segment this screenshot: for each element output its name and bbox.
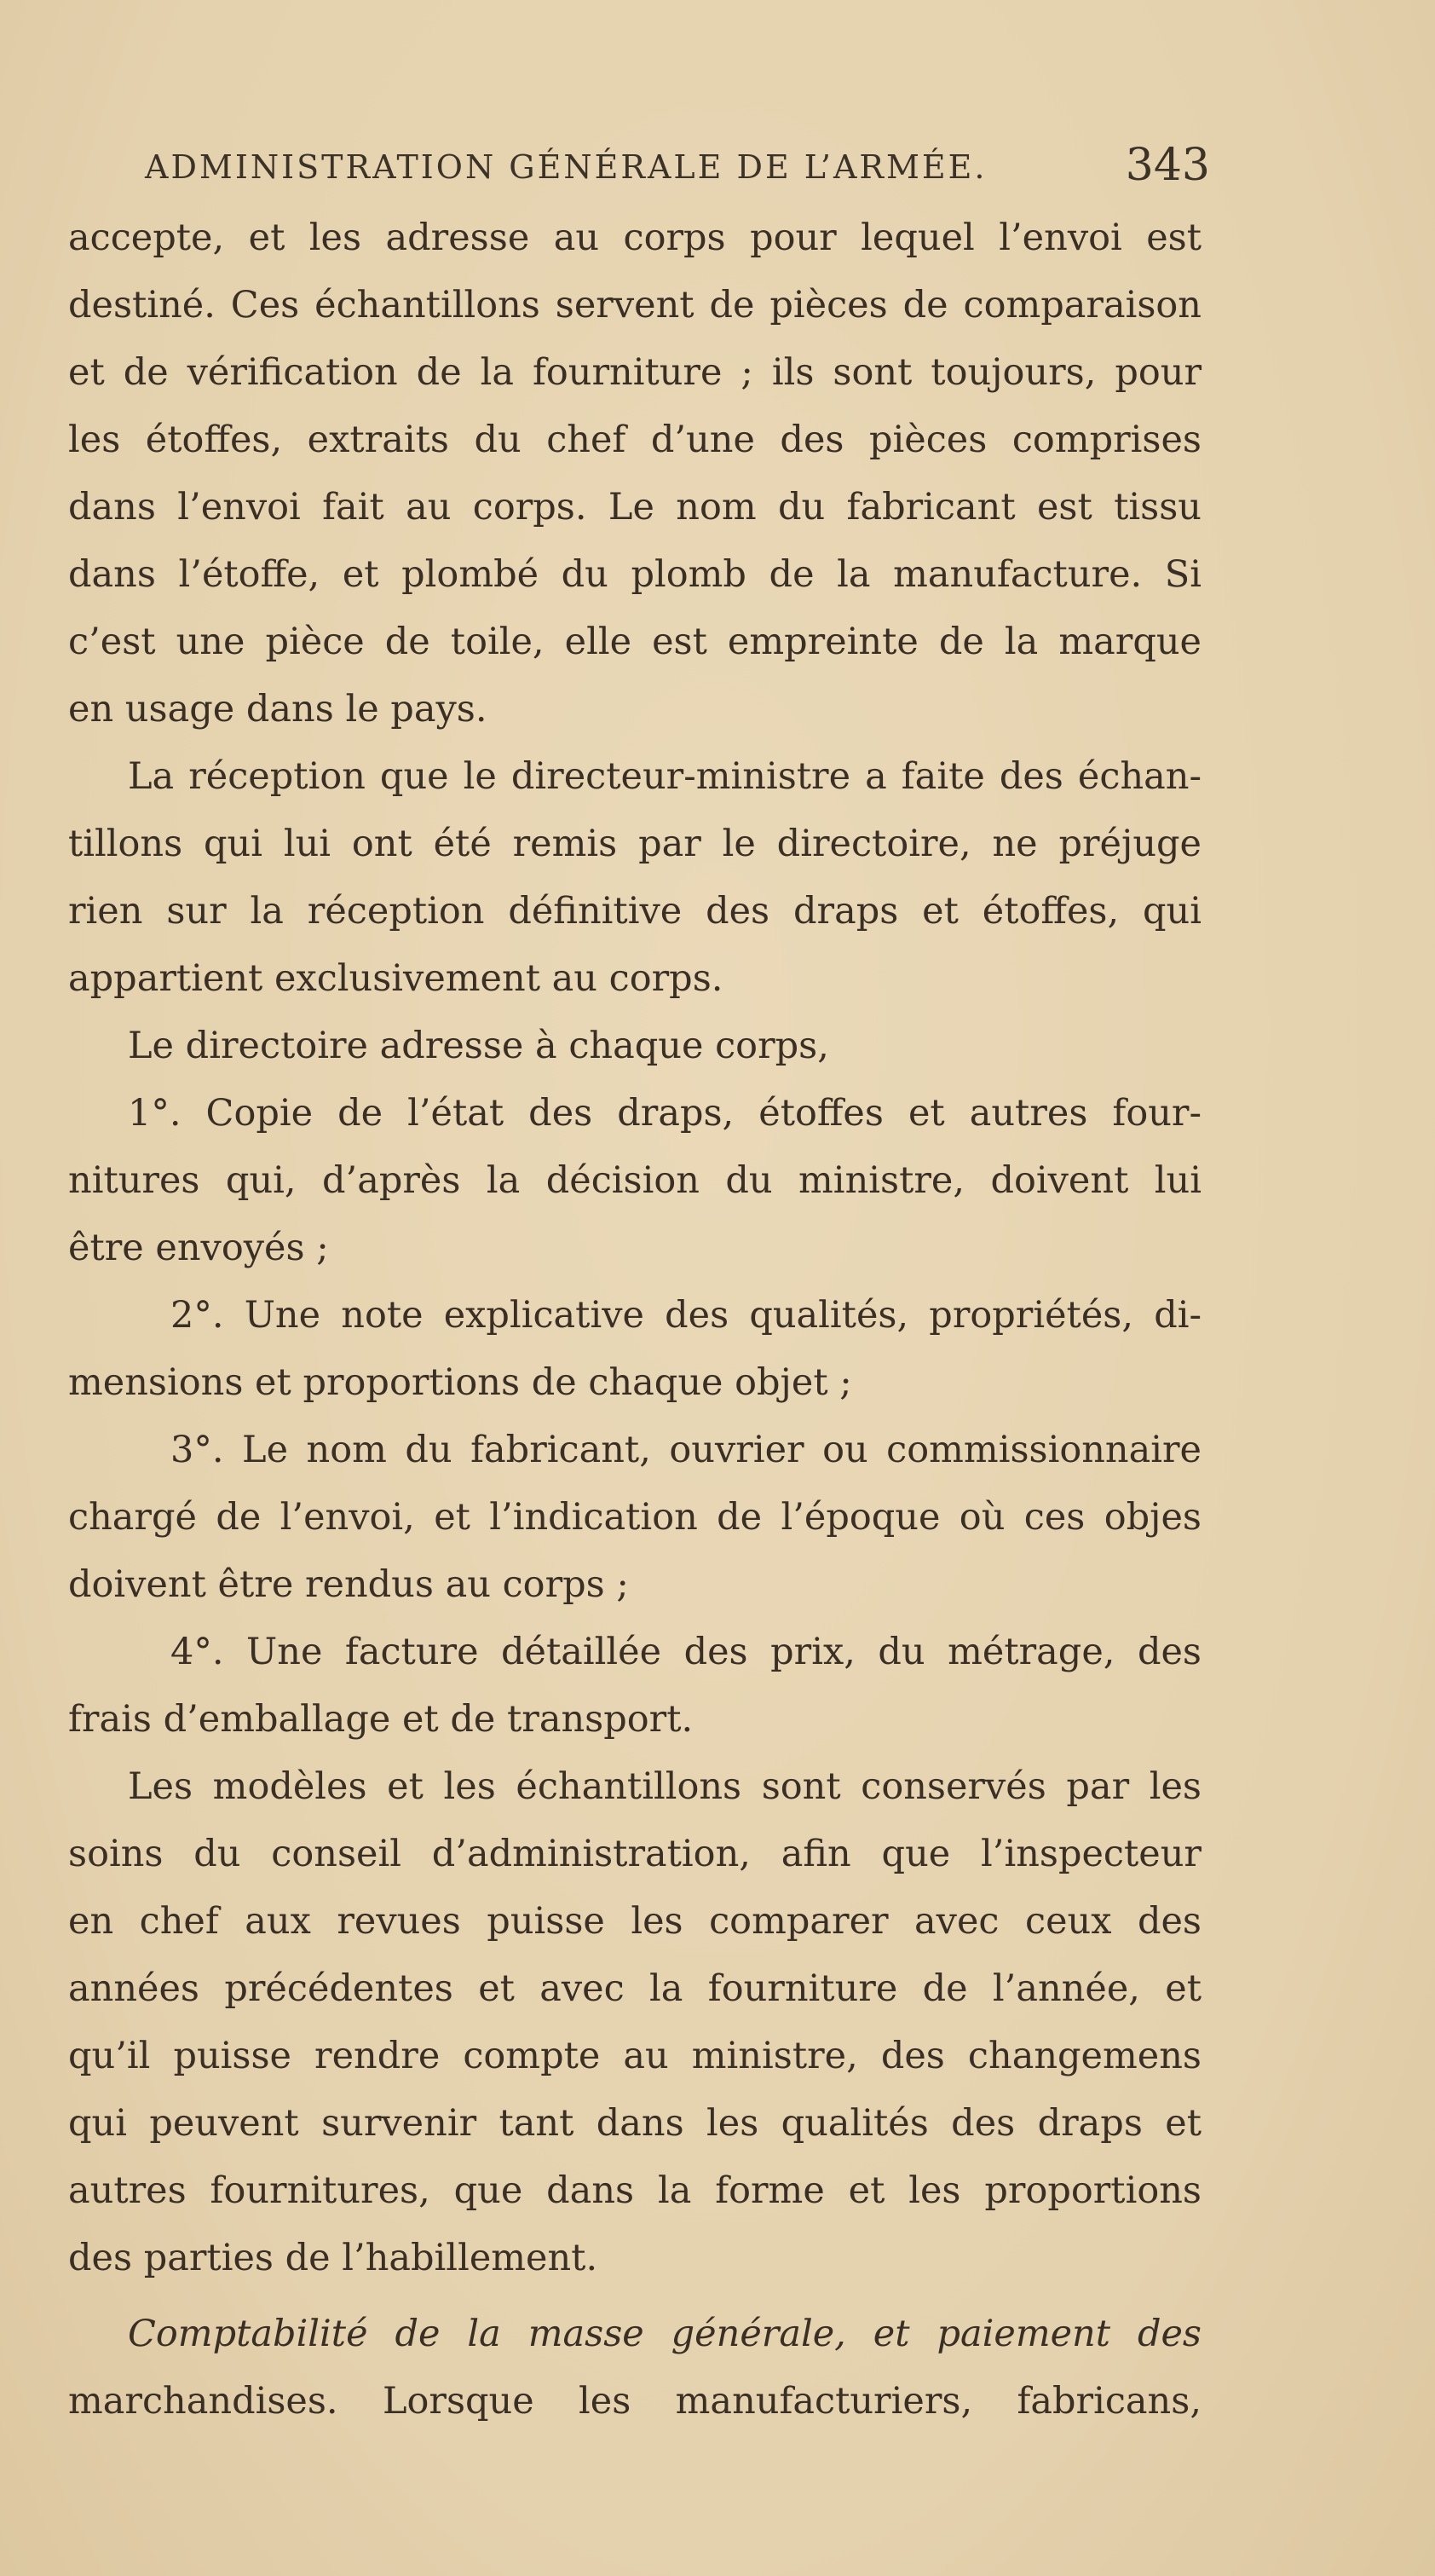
page-header — [145, 126, 1210, 203]
text-line: frais d’emballage et de transport. — [68, 1698, 694, 1741]
text-line: 1°. Copie de l’état des draps, étoffes et autres four- — [128, 1092, 1202, 1135]
body-text — [68, 205, 1202, 2435]
text-line: les étoffes, extraits du chef d’une des pièces comprises — [68, 419, 1202, 461]
text-line: des parties de l’habillement. — [68, 2237, 598, 2279]
text-line: dans l’étoffe, et plombé du plomb de la manufacture. Si — [68, 553, 1202, 596]
running-head: ADMINISTRATION GÉNÉRALE DE L’ARMÉE. — [145, 148, 988, 186]
text-line: mensions et proportions de chaque objet ; — [68, 1361, 852, 1404]
text-line: années précédentes et avec la fourniture de l’année, et — [68, 1967, 1202, 2010]
text-line: dans l’envoi fait au corps. Le nom du fabricant est tissu — [68, 486, 1202, 528]
text-line: et de vérification de la fourniture ; ils sont toujours, pour — [68, 351, 1202, 394]
text-line: soins du conseil d’administration, afin que l’inspecteur — [68, 1833, 1202, 1875]
text-line: La réception que le directeur-ministre a faite des échan- — [128, 755, 1202, 798]
text-line: Le directoire adresse à chaque corps, — [128, 1025, 829, 1067]
text-line: doivent être rendus au corps ; — [68, 1563, 629, 1606]
text-line: Comptabilité de la masse générale, et paiement des — [128, 2313, 1202, 2355]
text-line: accepte, et les adresse au corps pour lequel l’envoi est — [68, 217, 1202, 259]
text-line: qui peuvent survenir tant dans les qualités des draps et — [68, 2102, 1202, 2145]
text-line: Les modèles et les échantillons sont conservés par les — [128, 1765, 1202, 1808]
text-line: tillons qui lui ont été remis par le directoire, ne préjuge — [68, 823, 1202, 865]
text-line: être envoyés ; — [68, 1227, 329, 1269]
text-line: chargé de l’envoi, et l’indication de l’époque où ces objes — [68, 1496, 1202, 1539]
text-line: autres fournitures, que dans la forme et les proportions — [68, 2169, 1202, 2212]
text-line: 3°. Le nom du fabricant, ouvrier ou commissionnaire — [170, 1429, 1202, 1471]
text-line: en chef aux revues puisse les comparer avec ceux des — [68, 1900, 1202, 1943]
text-line: qu’il puisse rendre compte au ministre, des changemens — [68, 2035, 1202, 2077]
text-line: rien sur la réception définitive des draps et étoffes, qui — [68, 890, 1202, 933]
text-line: appartient exclusivement au corps. — [68, 957, 723, 1000]
text-line: en usage dans le pays. — [68, 688, 487, 731]
text-line: c’est une pièce de toile, elle est empreinte de la marque — [68, 621, 1202, 663]
text-line: marchandises. Lorsque les manufacturiers, fabricans, — [68, 2380, 1202, 2423]
text-line: destiné. Ces échantillons servent de pièces de comparaison — [68, 284, 1202, 326]
text-line: nitures qui, d’après la décision du ministre, doivent lui — [68, 1159, 1202, 1202]
text-line: 4°. Une facture détaillée des prix, du métrage, des — [170, 1631, 1202, 1673]
page-number: 343 — [1125, 140, 1210, 191]
text-line: 2°. Une note explicative des qualités, propriétés, di- — [170, 1294, 1202, 1337]
